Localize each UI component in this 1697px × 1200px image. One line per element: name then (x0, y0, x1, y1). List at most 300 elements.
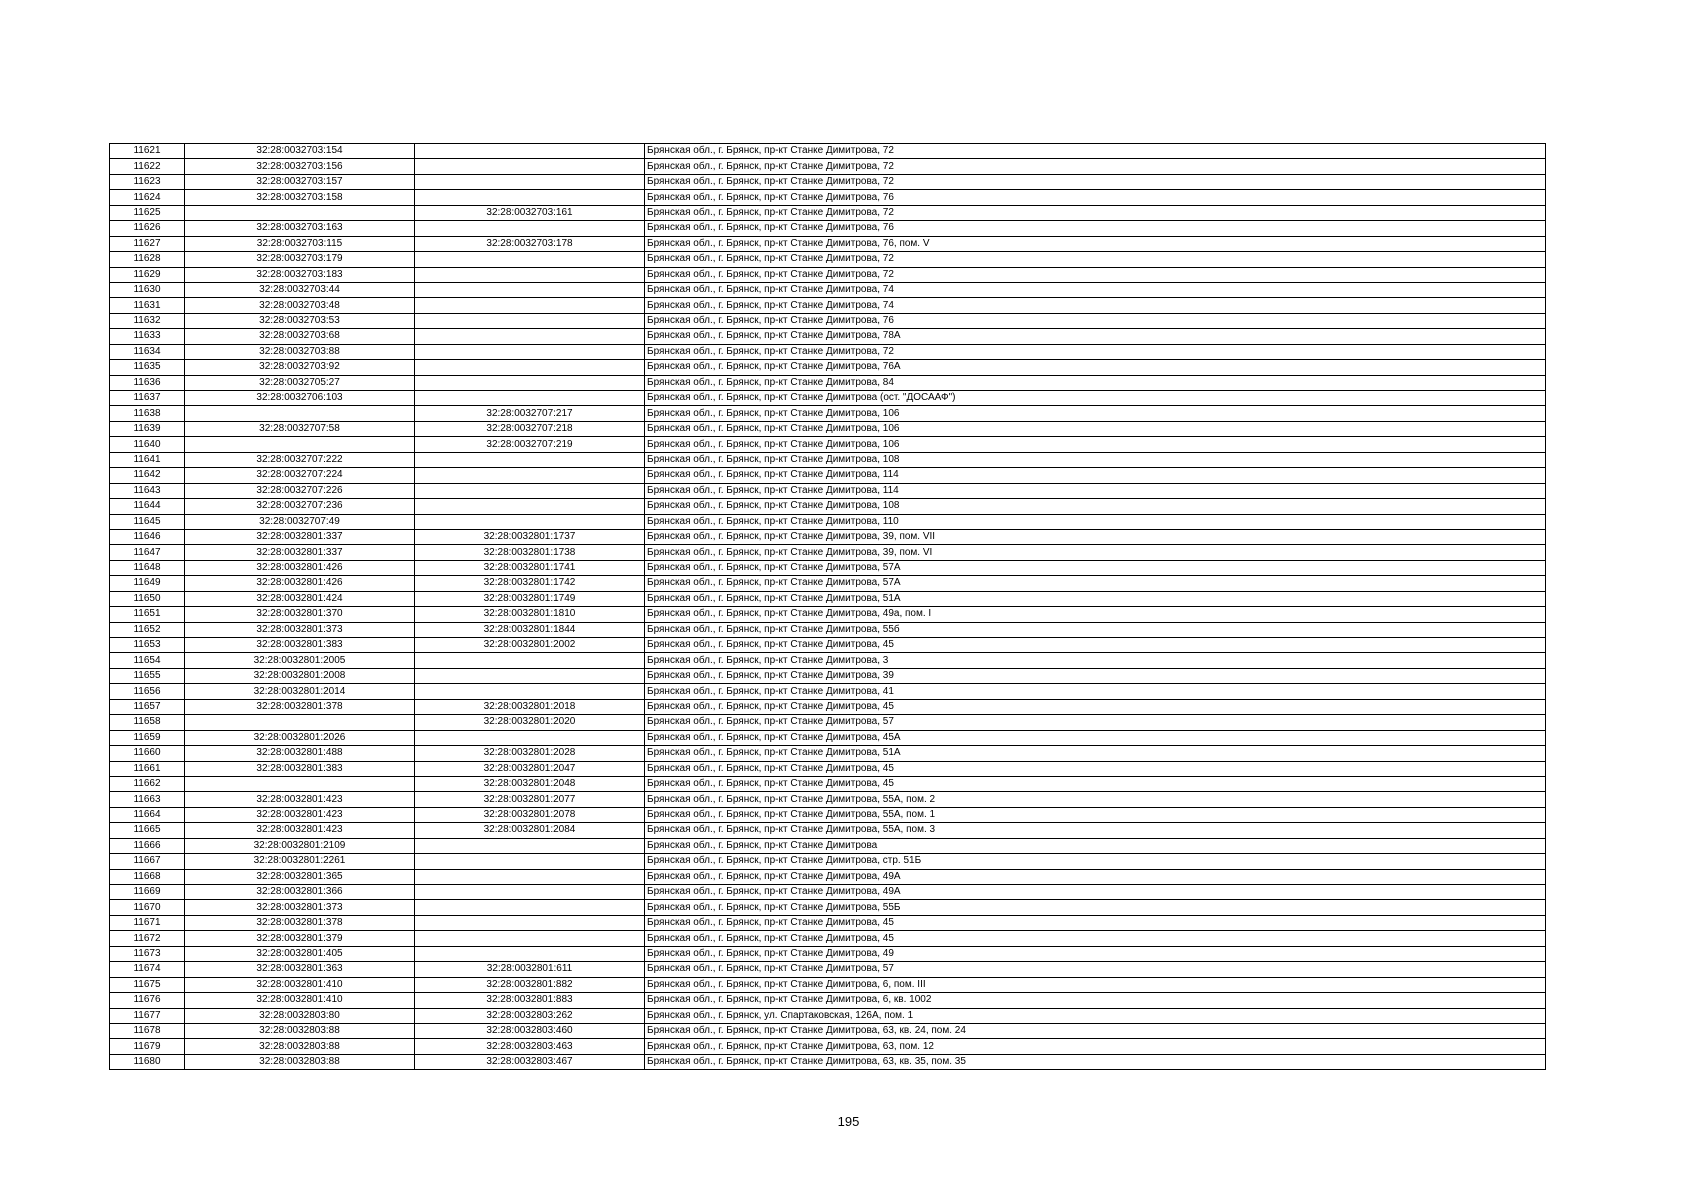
related-cadastral-number-cell: 32:28:0032801:1810 (415, 607, 645, 622)
table-row (110, 684, 1546, 699)
cadastral-number-cell: 32:28:0032801:410 (185, 993, 415, 1008)
table-row (110, 452, 1546, 467)
address-cell: Брянская обл., г. Брянск, пр-кт Станке Димитрова, 72 (645, 144, 1546, 159)
related-cadastral-number-cell (415, 391, 645, 406)
related-cadastral-number-cell (415, 190, 645, 205)
registry-table (109, 143, 1546, 1070)
cadastral-number-cell (185, 406, 415, 421)
row-number-cell: 11676 (110, 993, 185, 1008)
table-row (110, 962, 1546, 977)
row-number-cell: 11653 (110, 638, 185, 653)
address-cell: Брянская обл., г. Брянск, пр-кт Станке Димитрова, 55б (645, 622, 1546, 637)
address-cell: Брянская обл., г. Брянск, пр-кт Станке Димитрова (ост. "ДОСААФ") (645, 391, 1546, 406)
related-cadastral-number-cell: 32:28:0032803:460 (415, 1023, 645, 1038)
page-number: 195 (837, 1114, 860, 1129)
cadastral-number-cell: 32:28:0032703:163 (185, 221, 415, 236)
related-cadastral-number-cell (415, 900, 645, 915)
related-cadastral-number-cell: 32:28:0032803:262 (415, 1008, 645, 1023)
address-cell: Брянская обл., г. Брянск, пр-кт Станке Димитрова, 45 (645, 638, 1546, 653)
related-cadastral-number-cell (415, 514, 645, 529)
row-number-cell: 11663 (110, 792, 185, 807)
cadastral-number-cell: 32:28:0032801:373 (185, 900, 415, 915)
address-cell: Брянская обл., г. Брянск, пр-кт Станке Димитрова, 41 (645, 684, 1546, 699)
cadastral-number-cell (185, 205, 415, 220)
row-number-cell: 11627 (110, 236, 185, 251)
related-cadastral-number-cell (415, 483, 645, 498)
table-row (110, 344, 1546, 359)
address-cell: Брянская обл., г. Брянск, пр-кт Станке Димитрова, 110 (645, 514, 1546, 529)
address-cell: Брянская обл., г. Брянск, пр-кт Станке Димитрова, 108 (645, 452, 1546, 467)
address-cell: Брянская обл., г. Брянск, пр-кт Станке Димитрова, 76 (645, 190, 1546, 205)
address-cell: Брянская обл., г. Брянск, пр-кт Станке Димитрова, 6, кв. 1002 (645, 993, 1546, 1008)
related-cadastral-number-cell: 32:28:0032801:2018 (415, 699, 645, 714)
address-cell: Брянская обл., г. Брянск, ул. Спартаковская, 126А, пом. 1 (645, 1008, 1546, 1023)
address-cell: Брянская обл., г. Брянск, пр-кт Станке Димитрова, 63, кв. 35, пом. 35 (645, 1054, 1546, 1069)
related-cadastral-number-cell (415, 144, 645, 159)
cadastral-number-cell: 32:28:0032801:370 (185, 607, 415, 622)
related-cadastral-number-cell (415, 221, 645, 236)
related-cadastral-number-cell (415, 313, 645, 328)
row-number-cell: 11674 (110, 962, 185, 977)
table-row (110, 159, 1546, 174)
row-number-cell: 11634 (110, 344, 185, 359)
table-row (110, 1023, 1546, 1038)
address-cell: Брянская обл., г. Брянск, пр-кт Станке Димитрова, 72 (645, 267, 1546, 282)
table-row (110, 360, 1546, 375)
related-cadastral-number-cell (415, 159, 645, 174)
table-row (110, 591, 1546, 606)
table-row (110, 545, 1546, 560)
row-number-cell: 11673 (110, 946, 185, 961)
cadastral-number-cell: 32:28:0032707:222 (185, 452, 415, 467)
related-cadastral-number-cell: 32:28:0032803:463 (415, 1039, 645, 1054)
table-row (110, 514, 1546, 529)
row-number-cell: 11658 (110, 715, 185, 730)
related-cadastral-number-cell: 32:28:0032801:883 (415, 993, 645, 1008)
table-row (110, 483, 1546, 498)
row-number-cell: 11622 (110, 159, 185, 174)
table-row (110, 915, 1546, 930)
table-row (110, 252, 1546, 267)
address-cell: Брянская обл., г. Брянск, пр-кт Станке Димитрова, 49А (645, 885, 1546, 900)
row-number-cell: 11645 (110, 514, 185, 529)
table-row (110, 807, 1546, 822)
table-row (110, 190, 1546, 205)
table-row (110, 282, 1546, 297)
related-cadastral-number-cell: 32:28:0032707:217 (415, 406, 645, 421)
related-cadastral-number-cell (415, 684, 645, 699)
related-cadastral-number-cell (415, 375, 645, 390)
address-cell: Брянская обл., г. Брянск, пр-кт Станке Димитрова, 78А (645, 329, 1546, 344)
row-number-cell: 11630 (110, 282, 185, 297)
cadastral-number-cell: 32:28:0032707:226 (185, 483, 415, 498)
related-cadastral-number-cell (415, 668, 645, 683)
table-row (110, 746, 1546, 761)
cadastral-number-cell (185, 776, 415, 791)
row-number-cell: 11642 (110, 468, 185, 483)
row-number-cell: 11671 (110, 915, 185, 930)
cadastral-number-cell: 32:28:0032703:53 (185, 313, 415, 328)
row-number-cell: 11640 (110, 437, 185, 452)
table-row (110, 576, 1546, 591)
table-row (110, 977, 1546, 992)
table-row (110, 761, 1546, 776)
address-cell: Брянская обл., г. Брянск, пр-кт Станке Димитрова, 45 (645, 776, 1546, 791)
cadastral-number-cell: 32:28:0032801:423 (185, 807, 415, 822)
row-number-cell: 11624 (110, 190, 185, 205)
table-row (110, 869, 1546, 884)
related-cadastral-number-cell (415, 653, 645, 668)
address-cell: Брянская обл., г. Брянск, пр-кт Станке Димитрова, 114 (645, 483, 1546, 498)
table-row (110, 174, 1546, 189)
cadastral-number-cell: 32:28:0032703:158 (185, 190, 415, 205)
table-row (110, 931, 1546, 946)
row-number-cell: 11652 (110, 622, 185, 637)
table-row (110, 776, 1546, 791)
cadastral-number-cell (185, 437, 415, 452)
row-number-cell: 11621 (110, 144, 185, 159)
related-cadastral-number-cell (415, 267, 645, 282)
cadastral-number-cell: 32:28:0032707:49 (185, 514, 415, 529)
cadastral-number-cell: 32:28:0032703:183 (185, 267, 415, 282)
related-cadastral-number-cell: 32:28:0032801:2020 (415, 715, 645, 730)
row-number-cell: 11680 (110, 1054, 185, 1069)
row-number-cell: 11623 (110, 174, 185, 189)
row-number-cell: 11667 (110, 854, 185, 869)
table-row (110, 607, 1546, 622)
row-number-cell: 11643 (110, 483, 185, 498)
address-cell: Брянская обл., г. Брянск, пр-кт Станке Димитрова, 49а, пом. I (645, 607, 1546, 622)
related-cadastral-number-cell (415, 838, 645, 853)
table-row (110, 391, 1546, 406)
cadastral-number-cell: 32:28:0032801:378 (185, 699, 415, 714)
related-cadastral-number-cell: 32:28:0032801:2048 (415, 776, 645, 791)
row-number-cell: 11625 (110, 205, 185, 220)
related-cadastral-number-cell: 32:28:0032801:2028 (415, 746, 645, 761)
row-number-cell: 11646 (110, 529, 185, 544)
address-cell: Брянская обл., г. Брянск, пр-кт Станке Димитрова, 57А (645, 560, 1546, 575)
address-cell: Брянская обл., г. Брянск, пр-кт Станке Димитрова, 76А (645, 360, 1546, 375)
cadastral-number-cell: 32:28:0032801:423 (185, 823, 415, 838)
row-number-cell: 11656 (110, 684, 185, 699)
table-row (110, 236, 1546, 251)
address-cell: Брянская обл., г. Брянск, пр-кт Станке Димитрова, 76 (645, 221, 1546, 236)
table-row (110, 144, 1546, 159)
table-row (110, 854, 1546, 869)
row-number-cell: 11657 (110, 699, 185, 714)
cadastral-number-cell: 32:28:0032801:2014 (185, 684, 415, 699)
table-row (110, 313, 1546, 328)
row-number-cell: 11661 (110, 761, 185, 776)
row-number-cell: 11649 (110, 576, 185, 591)
table-row (110, 468, 1546, 483)
address-cell: Брянская обл., г. Брянск, пр-кт Станке Димитрова, 49 (645, 946, 1546, 961)
row-number-cell: 11666 (110, 838, 185, 853)
cadastral-number-cell: 32:28:0032705:27 (185, 375, 415, 390)
table-row (110, 638, 1546, 653)
related-cadastral-number-cell: 32:28:0032801:611 (415, 962, 645, 977)
table-row (110, 1008, 1546, 1023)
table-row (110, 653, 1546, 668)
cadastral-number-cell: 32:28:0032801:2109 (185, 838, 415, 853)
cadastral-number-cell: 32:28:0032801:378 (185, 915, 415, 930)
related-cadastral-number-cell: 32:28:0032801:1737 (415, 529, 645, 544)
related-cadastral-number-cell: 32:28:0032801:1749 (415, 591, 645, 606)
cadastral-number-cell: 32:28:0032803:88 (185, 1054, 415, 1069)
cadastral-number-cell: 32:28:0032801:424 (185, 591, 415, 606)
cadastral-number-cell: 32:28:0032706:103 (185, 391, 415, 406)
address-cell: Брянская обл., г. Брянск, пр-кт Станке Димитрова, 72 (645, 344, 1546, 359)
address-cell: Брянская обл., г. Брянск, пр-кт Станке Димитрова, 55А, пом. 1 (645, 807, 1546, 822)
related-cadastral-number-cell (415, 499, 645, 514)
row-number-cell: 11651 (110, 607, 185, 622)
row-number-cell: 11632 (110, 313, 185, 328)
row-number-cell: 11639 (110, 421, 185, 436)
related-cadastral-number-cell: 32:28:0032801:2078 (415, 807, 645, 822)
address-cell: Брянская обл., г. Брянск, пр-кт Станке Димитрова, 74 (645, 282, 1546, 297)
address-cell: Брянская обл., г. Брянск, пр-кт Станке Димитрова, 51А (645, 746, 1546, 761)
row-number-cell: 11635 (110, 360, 185, 375)
table-row (110, 375, 1546, 390)
row-number-cell: 11669 (110, 885, 185, 900)
row-number-cell: 11678 (110, 1023, 185, 1038)
table-row (110, 437, 1546, 452)
table-row (110, 421, 1546, 436)
related-cadastral-number-cell (415, 344, 645, 359)
related-cadastral-number-cell: 32:28:0032801:2002 (415, 638, 645, 653)
address-cell: Брянская обл., г. Брянск, пр-кт Станке Димитрова, 63, пом. 12 (645, 1039, 1546, 1054)
address-cell: Брянская обл., г. Брянск, пр-кт Станке Димитрова (645, 838, 1546, 853)
cadastral-number-cell: 32:28:0032703:88 (185, 344, 415, 359)
table-row (110, 221, 1546, 236)
table-row (110, 699, 1546, 714)
row-number-cell: 11637 (110, 391, 185, 406)
table-row (110, 267, 1546, 282)
cadastral-number-cell: 32:28:0032801:405 (185, 946, 415, 961)
cadastral-number-cell: 32:28:0032803:88 (185, 1023, 415, 1038)
address-cell: Брянская обл., г. Брянск, пр-кт Станке Димитрова, 72 (645, 159, 1546, 174)
row-number-cell: 11668 (110, 869, 185, 884)
cadastral-number-cell: 32:28:0032707:236 (185, 499, 415, 514)
related-cadastral-number-cell (415, 329, 645, 344)
address-cell: Брянская обл., г. Брянск, пр-кт Станке Димитрова, 45 (645, 699, 1546, 714)
address-cell: Брянская обл., г. Брянск, пр-кт Станке Димитрова, 72 (645, 205, 1546, 220)
related-cadastral-number-cell: 32:28:0032801:2077 (415, 792, 645, 807)
registry-table-body (110, 144, 1546, 1070)
address-cell: Брянская обл., г. Брянск, пр-кт Станке Димитрова, 45 (645, 761, 1546, 776)
address-cell: Брянская обл., г. Брянск, пр-кт Станке Димитрова, 6, пом. III (645, 977, 1546, 992)
address-cell: Брянская обл., г. Брянск, пр-кт Станке Димитрова, 57 (645, 715, 1546, 730)
table-row (110, 529, 1546, 544)
related-cadastral-number-cell: 32:28:0032801:2084 (415, 823, 645, 838)
row-number-cell: 11629 (110, 267, 185, 282)
table-row (110, 885, 1546, 900)
row-number-cell: 11677 (110, 1008, 185, 1023)
related-cadastral-number-cell (415, 854, 645, 869)
cadastral-number-cell: 32:28:0032703:179 (185, 252, 415, 267)
cadastral-number-cell: 32:28:0032801:337 (185, 529, 415, 544)
address-cell: Брянская обл., г. Брянск, пр-кт Станке Димитрова, 84 (645, 375, 1546, 390)
cadastral-number-cell: 32:28:0032801:366 (185, 885, 415, 900)
related-cadastral-number-cell (415, 298, 645, 313)
related-cadastral-number-cell: 32:28:0032703:178 (415, 236, 645, 251)
row-number-cell: 11679 (110, 1039, 185, 1054)
cadastral-number-cell: 32:28:0032801:488 (185, 746, 415, 761)
related-cadastral-number-cell: 32:28:0032703:161 (415, 205, 645, 220)
cadastral-number-cell: 32:28:0032801:365 (185, 869, 415, 884)
table-row (110, 499, 1546, 514)
address-cell: Брянская обл., г. Брянск, пр-кт Станке Димитрова, 49А (645, 869, 1546, 884)
row-number-cell: 11672 (110, 931, 185, 946)
address-cell: Брянская обл., г. Брянск, пр-кт Станке Димитрова, 55Б (645, 900, 1546, 915)
address-cell: Брянская обл., г. Брянск, пр-кт Станке Димитрова, 55А, пом. 3 (645, 823, 1546, 838)
row-number-cell: 11638 (110, 406, 185, 421)
address-cell: Брянская обл., г. Брянск, пр-кт Станке Димитрова, 39, пом. VI (645, 545, 1546, 560)
related-cadastral-number-cell (415, 730, 645, 745)
address-cell: Брянская обл., г. Брянск, пр-кт Станке Димитрова, 45 (645, 931, 1546, 946)
address-cell: Брянская обл., г. Брянск, пр-кт Станке Димитрова, 108 (645, 499, 1546, 514)
row-number-cell: 11636 (110, 375, 185, 390)
row-number-cell: 11660 (110, 746, 185, 761)
cadastral-number-cell: 32:28:0032703:156 (185, 159, 415, 174)
cadastral-number-cell: 32:28:0032803:88 (185, 1039, 415, 1054)
cadastral-number-cell (185, 715, 415, 730)
cadastral-number-cell: 32:28:0032703:157 (185, 174, 415, 189)
related-cadastral-number-cell: 32:28:0032801:1741 (415, 560, 645, 575)
related-cadastral-number-cell (415, 174, 645, 189)
cadastral-number-cell: 32:28:0032801:379 (185, 931, 415, 946)
related-cadastral-number-cell (415, 252, 645, 267)
related-cadastral-number-cell: 32:28:0032801:2047 (415, 761, 645, 776)
table-row (110, 668, 1546, 683)
table-row (110, 823, 1546, 838)
cadastral-number-cell: 32:28:0032703:48 (185, 298, 415, 313)
table-row (110, 1054, 1546, 1069)
cadastral-number-cell: 32:28:0032801:2005 (185, 653, 415, 668)
row-number-cell: 11647 (110, 545, 185, 560)
row-number-cell: 11633 (110, 329, 185, 344)
row-number-cell: 11675 (110, 977, 185, 992)
cadastral-number-cell: 32:28:0032801:426 (185, 560, 415, 575)
address-cell: Брянская обл., г. Брянск, пр-кт Станке Димитрова, 106 (645, 406, 1546, 421)
row-number-cell: 11664 (110, 807, 185, 822)
cadastral-number-cell: 32:28:0032801:383 (185, 761, 415, 776)
address-cell: Брянская обл., г. Брянск, пр-кт Станке Димитрова, стр. 51Б (645, 854, 1546, 869)
table-row (110, 205, 1546, 220)
cadastral-number-cell: 32:28:0032703:44 (185, 282, 415, 297)
table-row (110, 329, 1546, 344)
table-row (110, 838, 1546, 853)
related-cadastral-number-cell (415, 946, 645, 961)
address-cell: Брянская обл., г. Брянск, пр-кт Станке Димитрова, 45 (645, 915, 1546, 930)
address-cell: Брянская обл., г. Брянск, пр-кт Станке Димитрова, 45А (645, 730, 1546, 745)
row-number-cell: 11648 (110, 560, 185, 575)
row-number-cell: 11662 (110, 776, 185, 791)
row-number-cell: 11670 (110, 900, 185, 915)
address-cell: Брянская обл., г. Брянск, пр-кт Станке Димитрова, 106 (645, 421, 1546, 436)
cadastral-number-cell: 32:28:0032801:426 (185, 576, 415, 591)
address-cell: Брянская обл., г. Брянск, пр-кт Станке Димитрова, 76, пом. V (645, 236, 1546, 251)
address-cell: Брянская обл., г. Брянск, пр-кт Станке Димитрова, 63, кв. 24, пом. 24 (645, 1023, 1546, 1038)
table-row (110, 730, 1546, 745)
related-cadastral-number-cell: 32:28:0032707:218 (415, 421, 645, 436)
cadastral-number-cell: 32:28:0032801:337 (185, 545, 415, 560)
address-cell: Брянская обл., г. Брянск, пр-кт Станке Димитрова, 72 (645, 174, 1546, 189)
address-cell: Брянская обл., г. Брянск, пр-кт Станке Димитрова, 57А (645, 576, 1546, 591)
row-number-cell: 11659 (110, 730, 185, 745)
cadastral-number-cell: 32:28:0032703:115 (185, 236, 415, 251)
related-cadastral-number-cell: 32:28:0032801:1738 (415, 545, 645, 560)
related-cadastral-number-cell (415, 282, 645, 297)
table-row (110, 406, 1546, 421)
address-cell: Брянская обл., г. Брянск, пр-кт Станке Димитрова, 3 (645, 653, 1546, 668)
cadastral-number-cell: 32:28:0032801:2026 (185, 730, 415, 745)
related-cadastral-number-cell: 32:28:0032801:1742 (415, 576, 645, 591)
related-cadastral-number-cell: 32:28:0032707:219 (415, 437, 645, 452)
address-cell: Брянская обл., г. Брянск, пр-кт Станке Димитрова, 39 (645, 668, 1546, 683)
row-number-cell: 11650 (110, 591, 185, 606)
related-cadastral-number-cell (415, 885, 645, 900)
cadastral-number-cell: 32:28:0032801:373 (185, 622, 415, 637)
related-cadastral-number-cell (415, 931, 645, 946)
table-row (110, 993, 1546, 1008)
table-row (110, 560, 1546, 575)
table-row (110, 298, 1546, 313)
address-cell: Брянская обл., г. Брянск, пр-кт Станке Димитрова, 114 (645, 468, 1546, 483)
related-cadastral-number-cell (415, 869, 645, 884)
address-cell: Брянская обл., г. Брянск, пр-кт Станке Димитрова, 55А, пом. 2 (645, 792, 1546, 807)
address-cell: Брянская обл., г. Брянск, пр-кт Станке Димитрова, 76 (645, 313, 1546, 328)
row-number-cell: 11641 (110, 452, 185, 467)
cadastral-number-cell: 32:28:0032707:58 (185, 421, 415, 436)
cadastral-number-cell: 32:28:0032703:154 (185, 144, 415, 159)
row-number-cell: 11655 (110, 668, 185, 683)
table-row (110, 1039, 1546, 1054)
related-cadastral-number-cell (415, 915, 645, 930)
row-number-cell: 11626 (110, 221, 185, 236)
row-number-cell: 11631 (110, 298, 185, 313)
cadastral-number-cell: 32:28:0032801:423 (185, 792, 415, 807)
table-row (110, 792, 1546, 807)
cadastral-number-cell: 32:28:0032707:224 (185, 468, 415, 483)
related-cadastral-number-cell: 32:28:0032803:467 (415, 1054, 645, 1069)
table-row (110, 946, 1546, 961)
address-cell: Брянская обл., г. Брянск, пр-кт Станке Димитрова, 39, пом. VII (645, 529, 1546, 544)
cadastral-number-cell: 32:28:0032801:383 (185, 638, 415, 653)
address-cell: Брянская обл., г. Брянск, пр-кт Станке Димитрова, 72 (645, 252, 1546, 267)
row-number-cell: 11644 (110, 499, 185, 514)
related-cadastral-number-cell: 32:28:0032801:1844 (415, 622, 645, 637)
cadastral-number-cell: 32:28:0032801:2008 (185, 668, 415, 683)
cadastral-number-cell: 32:28:0032803:80 (185, 1008, 415, 1023)
row-number-cell: 11628 (110, 252, 185, 267)
address-cell: Брянская обл., г. Брянск, пр-кт Станке Димитрова, 57 (645, 962, 1546, 977)
cadastral-number-cell: 32:28:0032801:363 (185, 962, 415, 977)
related-cadastral-number-cell (415, 468, 645, 483)
address-cell: Брянская обл., г. Брянск, пр-кт Станке Димитрова, 51А (645, 591, 1546, 606)
row-number-cell: 11665 (110, 823, 185, 838)
related-cadastral-number-cell (415, 360, 645, 375)
table-row (110, 900, 1546, 915)
cadastral-number-cell: 32:28:0032801:410 (185, 977, 415, 992)
table-row (110, 622, 1546, 637)
cadastral-number-cell: 32:28:0032703:68 (185, 329, 415, 344)
cadastral-number-cell: 32:28:0032703:92 (185, 360, 415, 375)
row-number-cell: 11654 (110, 653, 185, 668)
related-cadastral-number-cell (415, 452, 645, 467)
cadastral-number-cell: 32:28:0032801:2261 (185, 854, 415, 869)
address-cell: Брянская обл., г. Брянск, пр-кт Станке Димитрова, 106 (645, 437, 1546, 452)
